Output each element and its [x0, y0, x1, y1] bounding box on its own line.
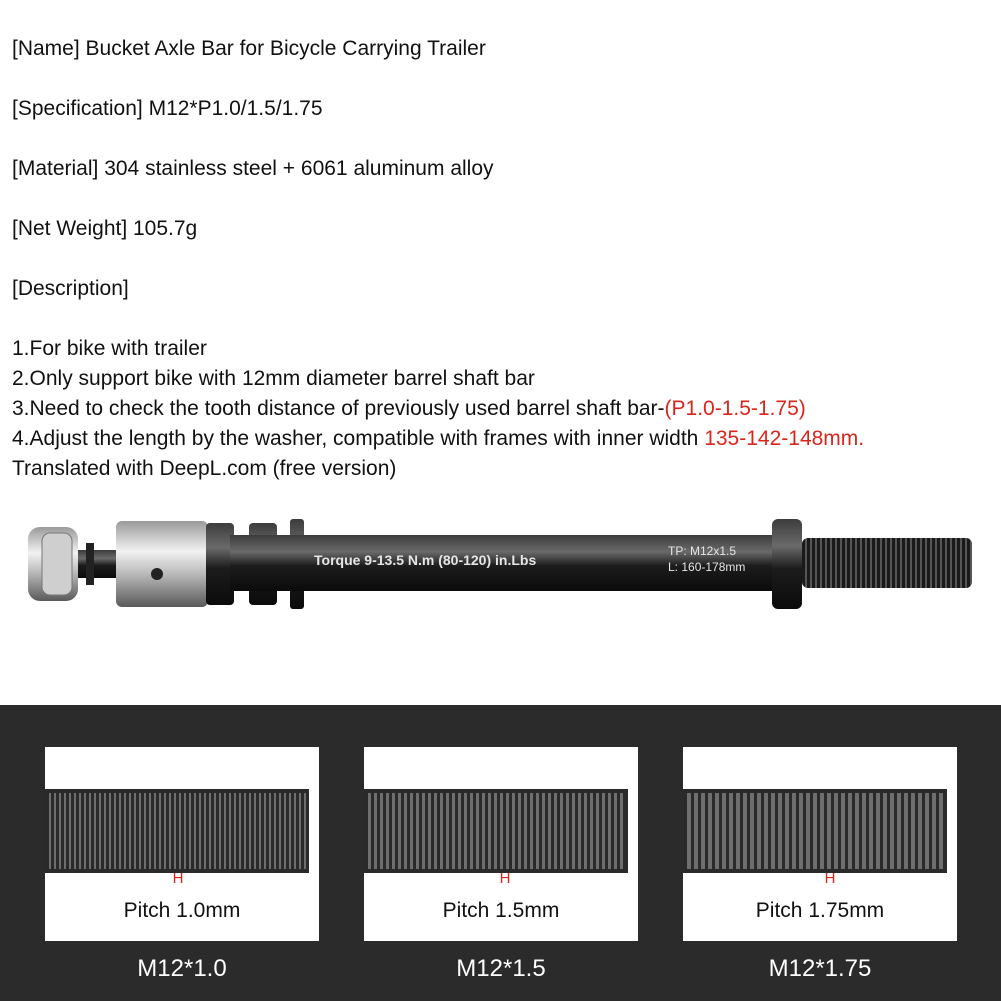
- spec-item-2: 2.Only support bike with 12mm diameter barrel shaft bar: [12, 367, 535, 390]
- pitch-card-2: [364, 747, 638, 941]
- svg-text:H: H: [499, 870, 511, 887]
- model-label-2: M12*1.5: [456, 955, 546, 982]
- axle-length-label: L: 160-178mm: [668, 560, 746, 574]
- pitch-label-1: Pitch 1.0mm: [123, 899, 241, 922]
- spec-material: [Material] 304 stainless steel + 6061 aluminum alloy: [12, 157, 494, 180]
- pitch-label-2: Pitch 1.5mm: [442, 899, 560, 922]
- svg-text:H: H: [824, 870, 836, 887]
- translated-note: Translated with DeepL.com (free version): [12, 457, 397, 480]
- spec-item-3: [12, 394, 864, 424]
- axle-illustration: [20, 505, 980, 625]
- axle-collar: [772, 519, 802, 609]
- model-label-1: M12*1.0: [137, 955, 227, 982]
- adapter-sleeve: [116, 521, 208, 607]
- pitch-card-1: [45, 747, 319, 941]
- spec-item-3-text: 3.Need to check the tooth distance of previously used barrel shaft bar-: [12, 397, 665, 420]
- spec-name: [Name] Bucket Axle Bar for Bicycle Carrying Trailer: [12, 37, 486, 60]
- pitch-label-3: Pitch 1.75mm: [755, 899, 885, 922]
- pitch-panel: [0, 705, 1001, 1001]
- threaded-end: [802, 538, 972, 588]
- axle-tp-label: TP: M12x1.5: [668, 544, 737, 558]
- spec-item-4: [12, 424, 864, 454]
- axle-image: [20, 505, 980, 625]
- spec-item-3-red: (P1.0-1.5-1.75): [664, 397, 806, 420]
- spec-text: [12, 34, 864, 484]
- pitch-card-3: [683, 747, 957, 941]
- spec-item-1: 1.For bike with trailer: [12, 337, 207, 360]
- spec-item-4-red: 135-142-148mm.: [704, 427, 865, 450]
- svg-text:H: H: [172, 870, 184, 887]
- model-label-3: M12*1.75: [768, 955, 872, 982]
- spec-specification: [Specification] M12*P1.0/1.5/1.75: [12, 97, 323, 120]
- spec-description-heading: [Description]: [12, 277, 129, 300]
- axle-torque-label: Torque 9-13.5 N.m (80-120) in.Lbs: [314, 552, 537, 568]
- washer-1: [206, 523, 234, 605]
- spec-weight: [Net Weight] 105.7g: [12, 217, 198, 240]
- spec-item-4-text: 4.Adjust the length by the washer, compatible with frames with inner width: [12, 427, 705, 450]
